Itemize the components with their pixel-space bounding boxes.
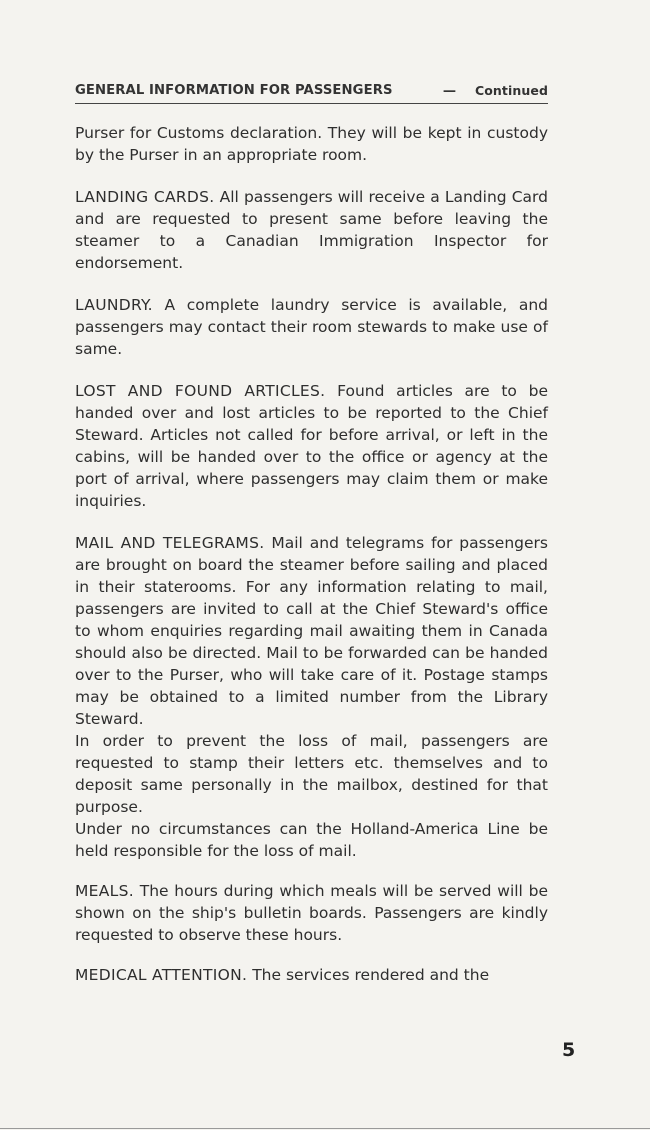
paragraph-text: The services rendered and the	[252, 966, 490, 984]
paragraph-heading: MEDICAL ATTENTION.	[75, 966, 248, 984]
paragraph-laundry	[75, 294, 548, 360]
header-title: GENERAL INFORMATION FOR PASSENGERS	[75, 83, 393, 98]
paragraph-medical-attention	[75, 964, 548, 986]
page-number: 5	[562, 1039, 576, 1061]
body-text	[75, 122, 548, 1006]
paragraph-mail-and-telegrams	[75, 532, 548, 730]
paragraph-heading: LAUNDRY.	[75, 296, 153, 314]
paragraph-meals	[75, 880, 548, 946]
paragraph-text: In order to prevent the loss of mail, passengers are requested to stamp their letters etc. themselves and to deposit same personally in the mailbox, destined for that purpose.	[75, 732, 548, 816]
header-continued: Continued	[474, 83, 548, 98]
paragraph-text: Mail and telegrams for passengers are brought on board the steamer before sailing and placed in their staterooms. For any information relating to mail, passengers are invited to call at the Chief Steward's office to whom enquiries regarding mail awaiting them in Canada should also be directed. Mail to be forwarded can be handed over to the Purser, who will take care of it. Postage stamps may be obtained to a limited number from the Library Steward.	[75, 534, 548, 728]
paragraph-heading: MAIL AND TELEGRAMS.	[75, 534, 265, 552]
paragraph-heading: LOST AND FOUND ARTICLES.	[75, 382, 326, 400]
paragraph-text: The hours during which meals will be served will be shown on the ship's bulletin boards. Passengers are kindly requested to observe these hours.	[75, 882, 548, 944]
page-bottom-edge	[0, 1128, 650, 1129]
paragraph-text: Found articles are to be handed over and lost articles to be reported to the Chief Steward. Articles not called for before arrival, or left in the cabins, will be handed over to the office or agency at the port of arrival, where passengers may claim them or make inquiries.	[75, 382, 548, 510]
running-header	[75, 83, 548, 99]
paragraph-text: A complete laundry service is available, and passengers may contact their room stewards to make use of same.	[75, 296, 548, 358]
paragraph-mail-stamps	[75, 730, 548, 818]
header-dash: —	[442, 84, 457, 99]
paragraph-lost-and-found	[75, 380, 548, 512]
paragraph-text: All passengers will receive a Landing Card and are requested to present same before leaving the steamer to a Canadian Immigration Inspector for endorsement.	[75, 188, 548, 272]
paragraph-heading: LANDING CARDS.	[75, 188, 215, 206]
paragraph-text: Purser for Customs declaration. They will be kept in custody by the Purser in an appropriate room.	[75, 124, 548, 164]
paragraph-mail-liability	[75, 818, 548, 862]
paragraph-customs	[75, 122, 548, 166]
paragraph-text: Under no circumstances can the Holland-America Line be held responsible for the loss of mail.	[75, 820, 548, 860]
paragraph-heading: MEALS.	[75, 882, 134, 900]
paragraph-landing-cards	[75, 186, 548, 274]
header-rule	[75, 103, 548, 104]
